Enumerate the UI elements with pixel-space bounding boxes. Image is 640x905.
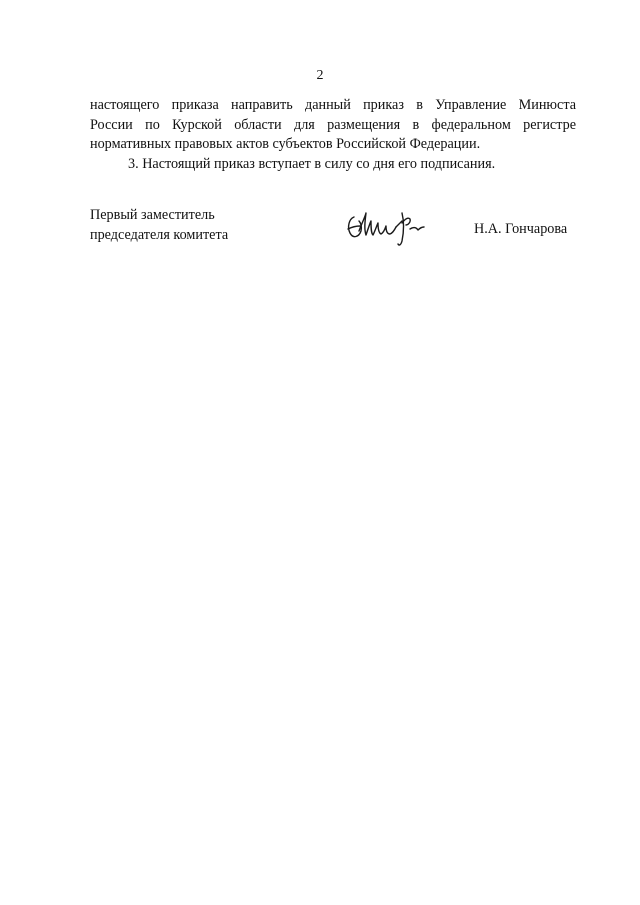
handwritten-signature xyxy=(344,203,430,247)
signatory-title xyxy=(90,206,228,245)
paragraph-line-1: настоящего приказа направить данный приказ в Управление Минюста xyxy=(90,97,576,113)
signatory-title-line-1: Первый заместитель xyxy=(90,207,215,223)
page-number: 2 xyxy=(316,68,324,83)
document-body xyxy=(90,96,576,174)
paragraph-line-2: России по Курской области для размещения в федеральном регистре xyxy=(90,116,576,133)
signatory-name: Н.А. Гончарова xyxy=(474,221,568,237)
signatory-title-line-2: председателя комитета xyxy=(90,226,229,243)
paragraph-line-3: нормативных правовых актов субъектов Российской Федерации. xyxy=(90,136,481,152)
item-3-text: 3. Настоящий приказ вступает в силу со дня его подписания. xyxy=(128,155,496,172)
